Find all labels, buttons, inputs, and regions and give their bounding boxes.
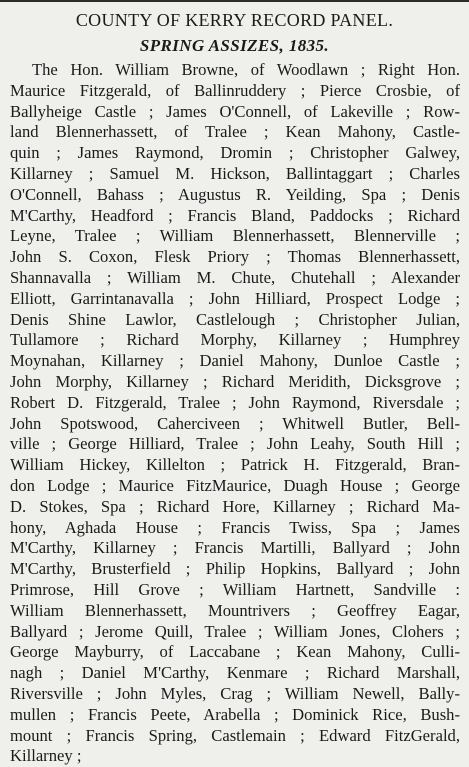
text-line: Riversville ; John Myles, Crag ; William Newell, Bally- <box>10 683 460 703</box>
text-line: John Spotswood, Caherciveen ; Whitwell Butler, Bell- <box>10 413 460 433</box>
text-line: hony, Aghada House ; Francis Twiss, Spa ; James <box>10 517 460 537</box>
text-line: Primrose, Hill Grove ; William Hartnett, Sandville : <box>10 579 460 599</box>
text-line: The Hon. William Browne, of Woodlawn ; Right Hon. <box>32 60 460 79</box>
text-line: land Blennerhassett, of Tralee ; Kean Mahony, Castle- <box>10 122 460 142</box>
article-heading: COUNTY OF KERRY RECORD PANEL. <box>75 10 394 30</box>
text-line: M'Carthy, Brusterfield ; Philip Hopkins, Ballyard ; John <box>10 559 460 579</box>
top-rule <box>0 0 469 2</box>
text-line: Denis Shine Lawlor, Castlelough ; Christopher Julian, <box>10 309 460 329</box>
text-line: John S. Coxon, Flesk Priory ; Thomas Blennerhassett, <box>10 247 460 267</box>
text-line: D. Stokes, Spa ; Richard Hore, Killarney ; Richard Ma- <box>10 496 460 516</box>
text-line: quin ; James Raymond, Dromin ; Christopher Galwey, <box>10 143 460 163</box>
text-line: Robert D. Fitzgerald, Tralee ; John Raymond, Riversdale ; <box>10 392 460 412</box>
text-line: Elliott, Garrintanavalla ; John Hilliard, Prospect Lodge ; <box>10 288 460 308</box>
text-line: Shannavalla ; William M. Chute, Chutehall ; Alexander <box>10 267 460 287</box>
text-line: O'Connell, Bahass ; Augustus R. Yeilding, Spa ; Denis <box>10 184 460 204</box>
text-line: mullen ; Francis Peete, Arabella ; Dominick Rice, Bush- <box>10 704 460 724</box>
text-line: William Blennerhassett, Mountrivers ; Geoffrey Eagar, <box>10 600 460 620</box>
text-line: William Hickey, Killelton ; Patrick H. Fitzgerald, Bran- <box>10 455 460 475</box>
text-line: Ballyard ; Jerome Quill, Tralee ; William Jones, Clohers ; <box>10 621 460 641</box>
article-body <box>10 60 460 767</box>
text-line: Ballyheige Castle ; James O'Connell, of Lakeville ; Row- <box>10 101 460 121</box>
text-line: M'Carthy, Headford ; Francis Bland, Paddocks ; Richard <box>10 205 460 225</box>
text-line: Maurice Fitzgerald, of Ballinruddery ; Pierce Crosbie, of <box>10 80 460 100</box>
text-line: mount ; Francis Spring, Castlemain ; Edward FitzGerald, <box>10 725 460 745</box>
text-line: don Lodge ; Maurice FitzMaurice, Duagh House ; George <box>10 475 460 495</box>
text-line: Killarney ; <box>10 746 82 766</box>
text-line: Leyne, Tralee ; William Blennerhassett, Blennerville ; <box>10 226 460 246</box>
text-line: Moynahan, Killarney ; Daniel Mahony, Dunloe Castle ; <box>10 351 460 371</box>
text-line: M'Carthy, Killarney ; Francis Martilli, Ballyard ; John <box>10 538 460 558</box>
text-line: John Morphy, Killarney ; Richard Meridith, Dicksgrove ; <box>10 371 460 391</box>
text-line: Killarney ; Samuel M. Hickson, Ballintaggart ; Charles <box>10 163 460 183</box>
text-line: ville ; George Hilliard, Tralee ; John Leahy, South Hill ; <box>10 434 460 454</box>
text-line: nagh ; Daniel M'Carthy, Kenmare ; Richard Marshall, <box>10 663 460 683</box>
text-line: George Mayburry, of Laccabane ; Kean Mahony, Culli- <box>10 642 460 662</box>
text-line: Tullamore ; Richard Morphy, Killarney ; Humphrey <box>10 330 460 350</box>
article-subheading: SPRING ASSIZES, 1835. <box>139 36 330 55</box>
